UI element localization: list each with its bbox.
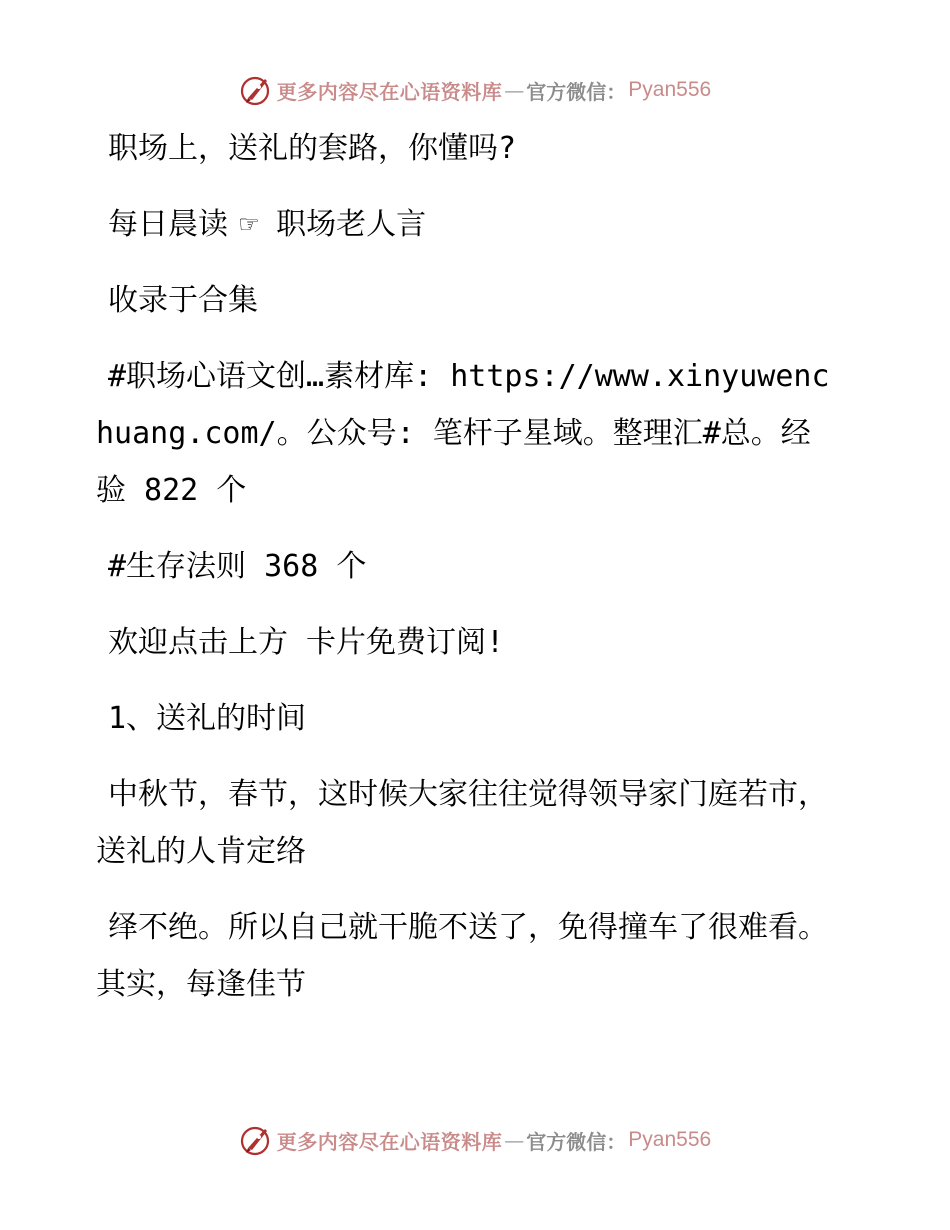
series-prefix: 每日晨读 (108, 207, 228, 242)
pointing-hand-icon: ☞ (240, 207, 259, 242)
banner-site-text: 更多内容尽在心语资料库 (276, 79, 503, 104)
banner-wechat-label: 官方微信： (526, 1129, 627, 1154)
quill-pen-logo-icon (239, 1123, 273, 1157)
body-paragraph: 中秋节，春节，这时候大家往往觉得领导家门庭若市，送礼的人肯定络 (96, 777, 828, 869)
quill-pen-logo-icon (239, 73, 273, 107)
subscribe-prompt: 欢迎点击上方 卡片免费订阅! (108, 625, 505, 660)
collection-label: 收录于合集 (108, 283, 258, 318)
banner-dash: — (504, 78, 525, 102)
series-line (96, 196, 836, 253)
article-title: 职场上，送礼的套路，你懂吗? (108, 131, 517, 166)
document-body (96, 120, 836, 1013)
body-paragraph: 绎不绝。所以自己就干脆不送了，免得撞车了很难看。其实，每逢佳节 (96, 910, 828, 1002)
banner-dash: — (504, 1128, 525, 1152)
header-banner (0, 70, 950, 110)
section-heading: 1、送礼的时间 (108, 701, 307, 736)
collection-tag-2[interactable]: #生存法则 368 个 (108, 549, 367, 584)
series-name: 职场老人言 (258, 207, 427, 242)
footer-banner (0, 1120, 950, 1160)
collection-tag-1[interactable]: #职场心语文创…素材库: https://www.xinyuwenchuang.com/。公众号: 笔杆子星域。整理汇#总。经验 822 个 (96, 359, 830, 508)
banner-site-text: 更多内容尽在心语资料库 (276, 1129, 503, 1154)
banner-wechat-id: Pyan556 (628, 1128, 712, 1151)
banner-wechat-id: Pyan556 (628, 78, 712, 101)
banner-wechat-label: 官方微信： (526, 79, 627, 104)
